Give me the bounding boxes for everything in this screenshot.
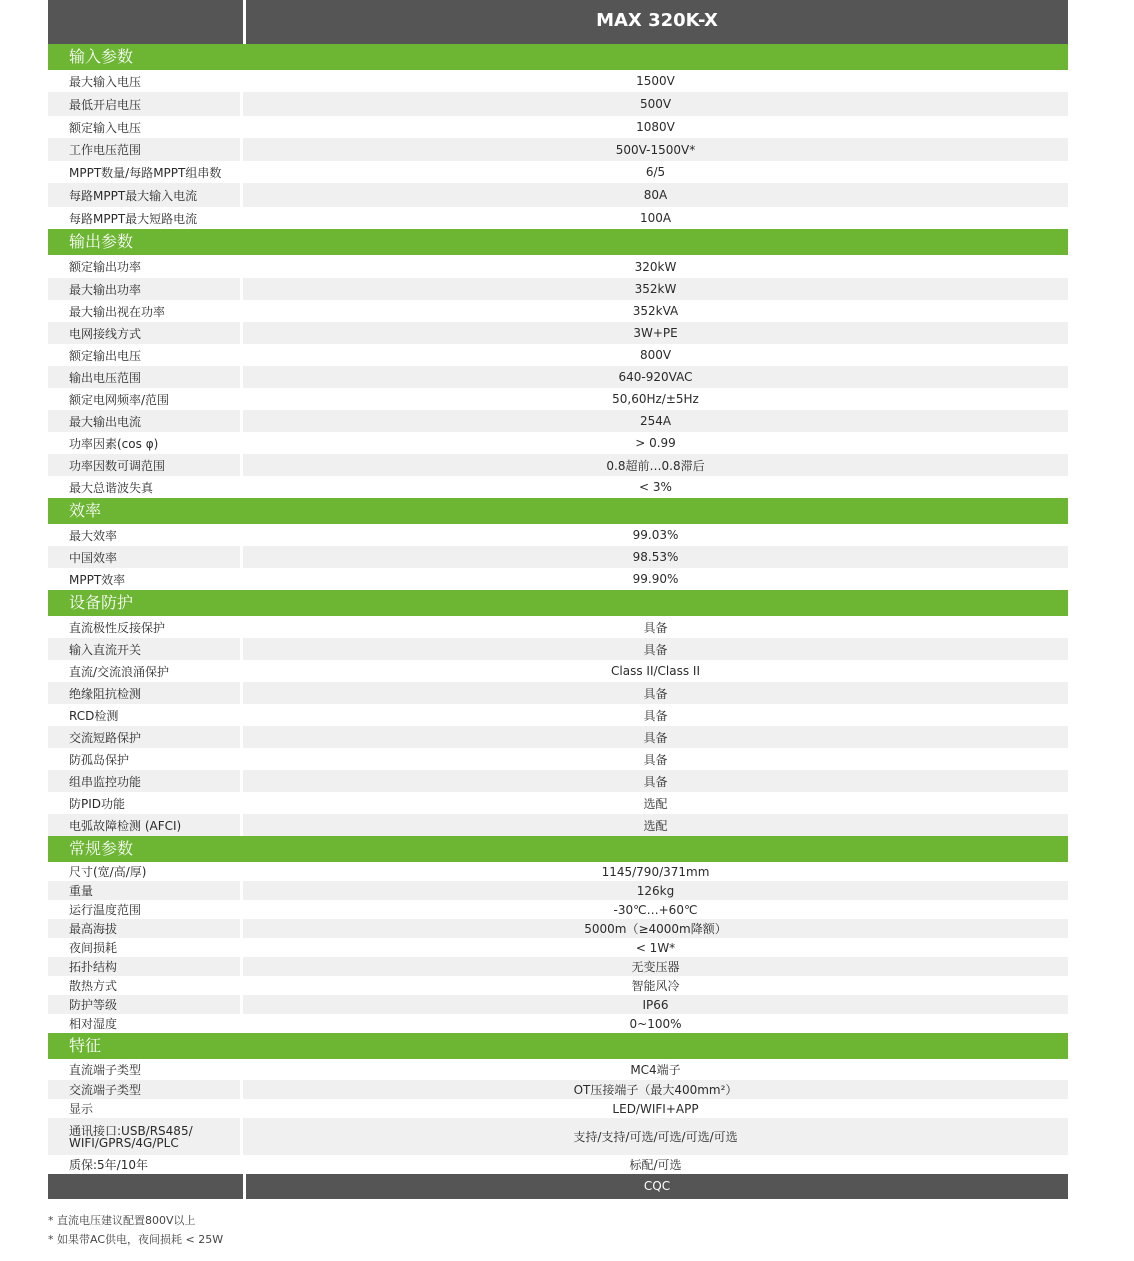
- table-row: [48, 116, 1068, 138]
- table-row: [48, 1118, 1068, 1155]
- param-value: IP66: [642, 997, 669, 1012]
- table-header: [48, 0, 1068, 44]
- param-label: 夜间损耗: [48, 938, 243, 957]
- param-value: 具备: [643, 620, 668, 635]
- param-value: 具备: [643, 708, 668, 723]
- param-value: 80A: [643, 188, 668, 202]
- param-label: 额定输入电压: [48, 116, 243, 138]
- param-value: 800V: [639, 348, 672, 362]
- param-label: 最大输入电压: [48, 70, 243, 92]
- section-title: 输入参数: [48, 44, 1068, 70]
- param-value: 具备: [643, 642, 668, 657]
- table-row: [48, 638, 1068, 660]
- param-value: 具备: [643, 686, 668, 701]
- param-label: MPPT数量/每路MPPT组串数: [48, 161, 243, 183]
- param-value: 320kW: [634, 259, 677, 274]
- param-value: 126kg: [636, 883, 675, 898]
- param-label: RCD检测: [48, 704, 243, 726]
- param-value: 99.03%: [632, 528, 679, 542]
- param-label: 质保:5年/10年: [48, 1155, 243, 1174]
- table-row: [48, 862, 1068, 881]
- table-row: [48, 524, 1068, 546]
- table-row: [48, 660, 1068, 682]
- param-value: < 3%: [639, 480, 672, 494]
- param-label: 电弧故障检测 (AFCI): [48, 814, 243, 836]
- table-row: [48, 704, 1068, 726]
- param-label: 中国效率: [48, 546, 243, 568]
- param-value: < 1W*: [635, 940, 676, 955]
- table-footer: [48, 1174, 1068, 1199]
- param-value: 选配: [643, 818, 668, 833]
- table-row: [48, 138, 1068, 161]
- param-label: 显示: [48, 1099, 243, 1118]
- param-value: 100A: [639, 211, 672, 225]
- table-row: [48, 938, 1068, 957]
- param-label: 最低开启电压: [48, 92, 243, 116]
- param-value: OT压接端子（最大400mm²）: [573, 1083, 738, 1097]
- param-label: 直流端子类型: [48, 1059, 243, 1080]
- param-value: 6/5: [645, 165, 666, 179]
- section-title: 效率: [48, 498, 1068, 524]
- table-row: [48, 957, 1068, 976]
- table-row: [48, 1099, 1068, 1118]
- param-value: 1080V: [636, 120, 675, 134]
- table-row: [48, 726, 1068, 748]
- table-row: [48, 388, 1068, 410]
- table-row: [48, 770, 1068, 792]
- footnotes: [48, 1211, 223, 1249]
- param-label: 额定输出功率: [48, 255, 243, 278]
- table-row: [48, 300, 1068, 322]
- param-value: 98.53%: [632, 550, 679, 564]
- param-label: 组串监控功能: [48, 770, 243, 792]
- param-value: 0~100%: [629, 1016, 682, 1031]
- param-value: 支持/支持/可选/可选/可选/可选: [573, 1130, 738, 1144]
- table-row: [48, 92, 1068, 116]
- param-label: 尺寸(宽/高/厚): [48, 862, 243, 881]
- param-label: 最大输出视在功率: [48, 300, 243, 322]
- param-value: 640-920VAC: [618, 370, 693, 384]
- param-label: [48, 1118, 243, 1155]
- param-value: -30℃…+60℃: [613, 902, 698, 917]
- param-label: 拓扑结构: [48, 957, 243, 976]
- param-value: 无变压器: [631, 960, 680, 974]
- param-label: 额定输出电压: [48, 344, 243, 366]
- table-row: [48, 161, 1068, 183]
- table-row: [48, 1155, 1068, 1174]
- param-label: 交流短路保护: [48, 726, 243, 748]
- param-label: 最高海拔: [48, 919, 243, 938]
- param-label: 额定电网频率/范围: [48, 388, 243, 410]
- param-value: 1145/790/371mm: [601, 864, 710, 879]
- param-label: 工作电压范围: [48, 138, 243, 161]
- table-row: [48, 432, 1068, 454]
- param-label: 最大输出功率: [48, 278, 243, 300]
- spec-table: [48, 0, 1068, 1199]
- table-row: [48, 207, 1068, 229]
- param-value: 具备: [643, 774, 668, 789]
- table-row: [48, 476, 1068, 498]
- table-row: [48, 366, 1068, 388]
- table-row: [48, 568, 1068, 590]
- param-label: 最大总谐波失真: [48, 476, 243, 498]
- param-value: Class II/Class II: [611, 664, 700, 678]
- table-row: [48, 1080, 1068, 1099]
- table-row: [48, 322, 1068, 344]
- table-row: [48, 70, 1068, 92]
- section-title: 输出参数: [48, 229, 1068, 255]
- param-value: MC4端子: [630, 1063, 681, 1077]
- param-label: 相对湿度: [48, 1014, 243, 1033]
- param-value: LED/WIFI+APP: [612, 1101, 699, 1116]
- param-value: 3W+PE: [633, 326, 678, 340]
- param-value: 352kW: [634, 282, 677, 296]
- certification: CQC: [643, 1179, 671, 1193]
- param-label: 散热方式: [48, 976, 243, 995]
- param-label: 运行温度范围: [48, 900, 243, 919]
- param-value: 352kVA: [632, 304, 679, 318]
- param-label: 最大效率: [48, 524, 243, 546]
- param-value: 智能风冷: [631, 979, 680, 993]
- param-value: > 0.99: [635, 436, 676, 450]
- table-row: [48, 900, 1068, 919]
- table-row: [48, 616, 1068, 638]
- table-row: [48, 881, 1068, 900]
- table-row: [48, 255, 1068, 278]
- param-label: 防护等级: [48, 995, 243, 1014]
- param-label: 输入直流开关: [48, 638, 243, 660]
- param-value: 1500V: [636, 74, 675, 88]
- footnote: * 直流电压建议配置800V以上: [48, 1214, 196, 1227]
- param-label: 功率因数可调范围: [48, 454, 243, 476]
- param-label: 重量: [48, 881, 243, 900]
- param-label: 交流端子类型: [48, 1080, 243, 1099]
- section-title: 常规参数: [48, 836, 1068, 862]
- table-row: [48, 410, 1068, 432]
- param-label: 直流/交流浪涌保护: [48, 660, 243, 682]
- param-label: 防孤岛保护: [48, 748, 243, 770]
- param-value: 标配/可选: [629, 1158, 682, 1172]
- param-label: 输出电压范围: [48, 366, 243, 388]
- table-row: [48, 1059, 1068, 1080]
- param-label: 防PID功能: [48, 792, 243, 814]
- model-name: MAX 320K-X: [596, 10, 718, 31]
- param-label: 电网接线方式: [48, 322, 243, 344]
- param-label: 最大输出电流: [48, 410, 243, 432]
- param-value: 254A: [639, 414, 672, 428]
- param-value: 500V-1500V*: [615, 142, 696, 157]
- param-value: 5000m（≥4000m降额）: [584, 922, 727, 936]
- param-value: 500V: [639, 97, 672, 111]
- param-value: 具备: [643, 752, 668, 767]
- footnote: * 如果带AC供电，夜间损耗 < 25W: [48, 1233, 224, 1246]
- footer-label-column: [48, 1174, 246, 1199]
- table-body: [48, 44, 1068, 1174]
- table-row: [48, 814, 1068, 836]
- table-row: [48, 454, 1068, 476]
- param-label: 直流极性反接保护: [48, 616, 243, 638]
- param-label: 绝缘阻抗检测: [48, 682, 243, 704]
- table-row: [48, 976, 1068, 995]
- param-value: 0.8超前…0.8滞后: [606, 458, 705, 473]
- header-label-column: [48, 0, 246, 44]
- table-row: [48, 919, 1068, 938]
- param-label: MPPT效率: [48, 568, 243, 590]
- param-label: 每路MPPT最大短路电流: [48, 207, 243, 229]
- table-row: [48, 682, 1068, 704]
- table-row: [48, 1014, 1068, 1033]
- table-row: [48, 748, 1068, 770]
- table-row: [48, 792, 1068, 814]
- section-title: 特征: [48, 1033, 1068, 1059]
- param-label-text: 通讯接口:USB/RS485/ WIFI/GPRS/4G/PLC: [69, 1123, 193, 1150]
- param-label: 功率因素(cos φ): [48, 432, 243, 454]
- table-row: [48, 546, 1068, 568]
- param-label: 每路MPPT最大输入电流: [48, 183, 243, 207]
- table-row: [48, 995, 1068, 1014]
- table-row: [48, 183, 1068, 207]
- param-value: 99.90%: [632, 572, 679, 586]
- section-title: 设备防护: [48, 590, 1068, 616]
- table-row: [48, 344, 1068, 366]
- param-value: 50,60Hz/±5Hz: [612, 392, 699, 406]
- table-row: [48, 278, 1068, 300]
- param-value: 具备: [643, 730, 668, 745]
- param-value: 选配: [643, 796, 668, 811]
